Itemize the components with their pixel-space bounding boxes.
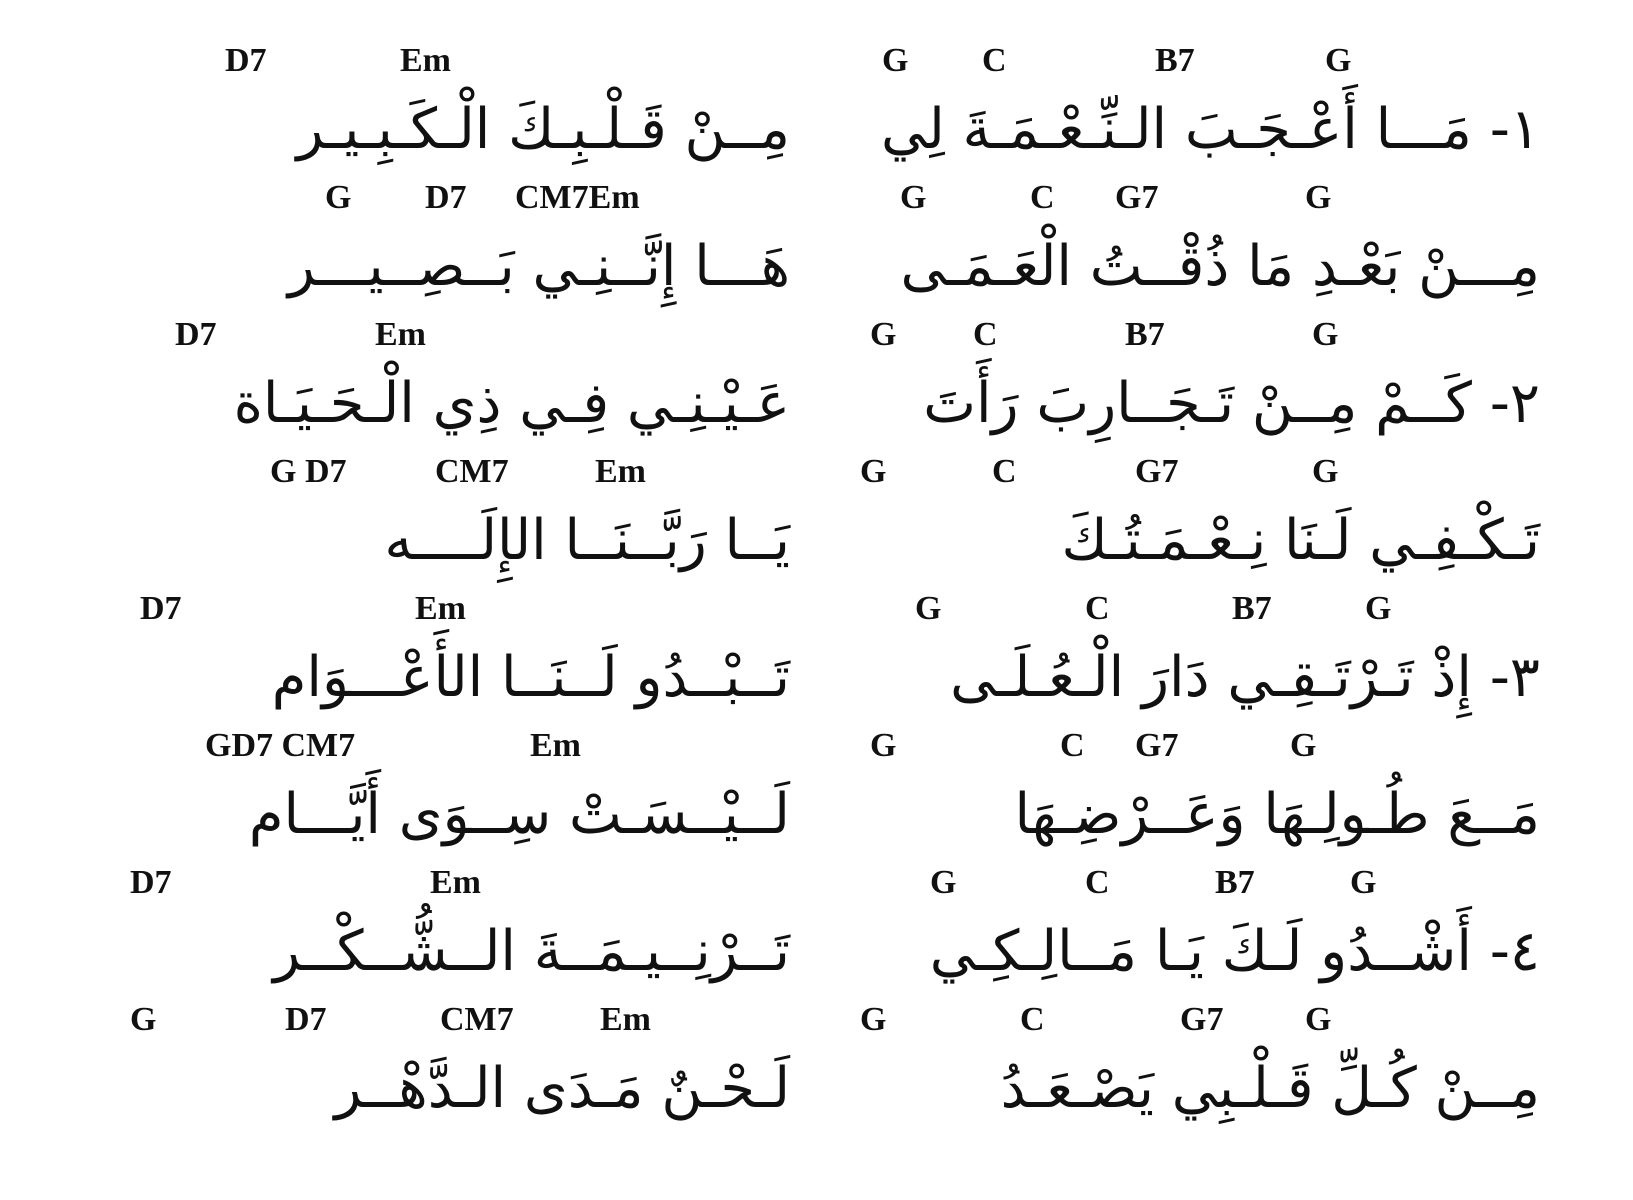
- chord: C: [1085, 864, 1110, 901]
- verse-line: [870, 723, 1600, 860]
- chord-row: [880, 586, 1600, 632]
- lyric-line: ١- مَـــا أَعْـجَـبَ الـنِّـعْـمَـةَ لِي: [881, 97, 1540, 162]
- chord: G7: [1135, 727, 1179, 764]
- chord: G: [870, 316, 897, 353]
- lyric-line: ٤- أَشْــدُو لَـكَ يَـا مَــالِـكِـي: [929, 919, 1540, 984]
- chord: D7: [225, 42, 267, 79]
- chord: G: [1365, 590, 1392, 627]
- verse-line: [860, 449, 1600, 586]
- chord: CM7Em: [515, 179, 640, 216]
- chord: Em: [595, 453, 646, 490]
- chord: G: [1312, 453, 1339, 490]
- chord: C: [992, 453, 1017, 490]
- verse-line: [100, 860, 820, 997]
- chord: G: [130, 1001, 157, 1038]
- lyric-line: عَـيْـنِـي فِـي ذِي الْـحَـيَـاة: [233, 371, 790, 436]
- chord-row: [100, 175, 820, 221]
- lyric-line: لَــيْــسَـتْ سِــوَى أَيَّـــام: [248, 782, 790, 847]
- chord: CM7: [435, 453, 509, 490]
- lyric-line: ٢- كَــمْ مِــنْ تَـجَــارِبَ رَأَتَ: [923, 371, 1540, 436]
- left-column: [100, 38, 820, 1134]
- lyric-line: تَـكْـفِـي لَـنَا نِـعْـمَـتُـكَ: [1061, 508, 1540, 573]
- chord: D7: [140, 590, 182, 627]
- chord: Em: [415, 590, 466, 627]
- chord: G: [860, 1001, 887, 1038]
- chord: Em: [400, 42, 451, 79]
- chord: C: [1020, 1001, 1045, 1038]
- chord: D7: [175, 316, 217, 353]
- lyric-line: تَــبْــدُو لَــنَــا الأَعْـــوَام: [271, 645, 790, 710]
- chord-row: [870, 312, 1600, 358]
- chord-row: [100, 997, 820, 1043]
- chord-row: [100, 312, 820, 358]
- chord: G7: [1135, 453, 1179, 490]
- chord: G D7: [270, 453, 347, 490]
- chord: G: [930, 864, 957, 901]
- chord: G7: [1180, 1001, 1224, 1038]
- chord: D7: [425, 179, 467, 216]
- verse-line: [880, 175, 1600, 312]
- lyric-line: هَـــا إِنَّــنِـي بَــصِــيـــر: [287, 234, 790, 299]
- chord: CM7: [440, 1001, 514, 1038]
- chord: Em: [600, 1001, 651, 1038]
- chord: GD7 CM7: [205, 727, 356, 764]
- lyric-line: تَــرْنِــيـمَــةَ الــشُّــكْــر: [273, 919, 790, 984]
- chord: C: [973, 316, 998, 353]
- verse-line: [880, 586, 1600, 723]
- chord-row: [860, 997, 1600, 1043]
- chord: B7: [1215, 864, 1255, 901]
- lyric-line: مَــعَ طُـولِـهَا وَعَــرْضِـهَا: [1014, 782, 1540, 847]
- chord: B7: [1155, 42, 1195, 79]
- chord: C: [1085, 590, 1110, 627]
- chord: D7: [285, 1001, 327, 1038]
- chord-row: [100, 723, 820, 769]
- chord: C: [1060, 727, 1085, 764]
- chord: G: [1305, 179, 1332, 216]
- chord-row: [860, 449, 1600, 495]
- chord-row: [870, 723, 1600, 769]
- chord: G: [325, 179, 352, 216]
- chord: G7: [1115, 179, 1159, 216]
- chord-row: [880, 860, 1600, 906]
- verse-line: [100, 175, 820, 312]
- chord-row: [100, 38, 820, 84]
- verse-line: [100, 586, 820, 723]
- chord: G: [900, 179, 927, 216]
- chord: Em: [530, 727, 581, 764]
- verse-line: [100, 449, 820, 586]
- chord: G: [1312, 316, 1339, 353]
- verse-line: [880, 38, 1600, 175]
- chord: Em: [430, 864, 481, 901]
- chord: B7: [1125, 316, 1165, 353]
- chord: G: [860, 453, 887, 490]
- verse-line: [100, 38, 820, 175]
- chord: C: [982, 42, 1007, 79]
- right-column: [860, 38, 1600, 1134]
- lyric-line: يَــا رَبَّــنَــا الإِلَــــه: [384, 508, 790, 573]
- verse-line: [870, 312, 1600, 449]
- chord-row: [100, 860, 820, 906]
- lyric-line: لَـحْـنٌ مَـدَى الـدَّهْــر: [334, 1056, 790, 1121]
- chord: G: [1350, 864, 1377, 901]
- chord-row: [880, 175, 1600, 221]
- chord: G: [915, 590, 942, 627]
- chord: G: [1305, 1001, 1332, 1038]
- chord: G: [1325, 42, 1352, 79]
- chord: G: [882, 42, 909, 79]
- chord: B7: [1232, 590, 1272, 627]
- verse-line: [880, 860, 1600, 997]
- verse-line: [100, 723, 820, 860]
- lyric-line: مِــنْ كُـلِّ قَـلْـبِي يَصْـعَـدُ: [1000, 1056, 1540, 1121]
- verse-line: [100, 312, 820, 449]
- chord-row: [100, 586, 820, 632]
- verse-line: [860, 997, 1600, 1134]
- lyric-line: مِـــنْ بَعْـدِ مَا ذُقْــتُ الْعَـمَـى: [900, 234, 1540, 299]
- verse-line: [100, 997, 820, 1134]
- chord: D7: [130, 864, 172, 901]
- chord: G: [1290, 727, 1317, 764]
- lyric-line: مِــنْ قَـلْـبِـكَ الْـكَـبِـيـر: [296, 97, 790, 162]
- lyric-line: ٣- إِذْ تَـرْتَـقِـي دَارَ الْـعُـلَـى: [950, 645, 1540, 710]
- chord-row: [880, 38, 1600, 84]
- chord-row: [100, 449, 820, 495]
- chord: Em: [375, 316, 426, 353]
- chord: G: [870, 727, 897, 764]
- chord: C: [1030, 179, 1055, 216]
